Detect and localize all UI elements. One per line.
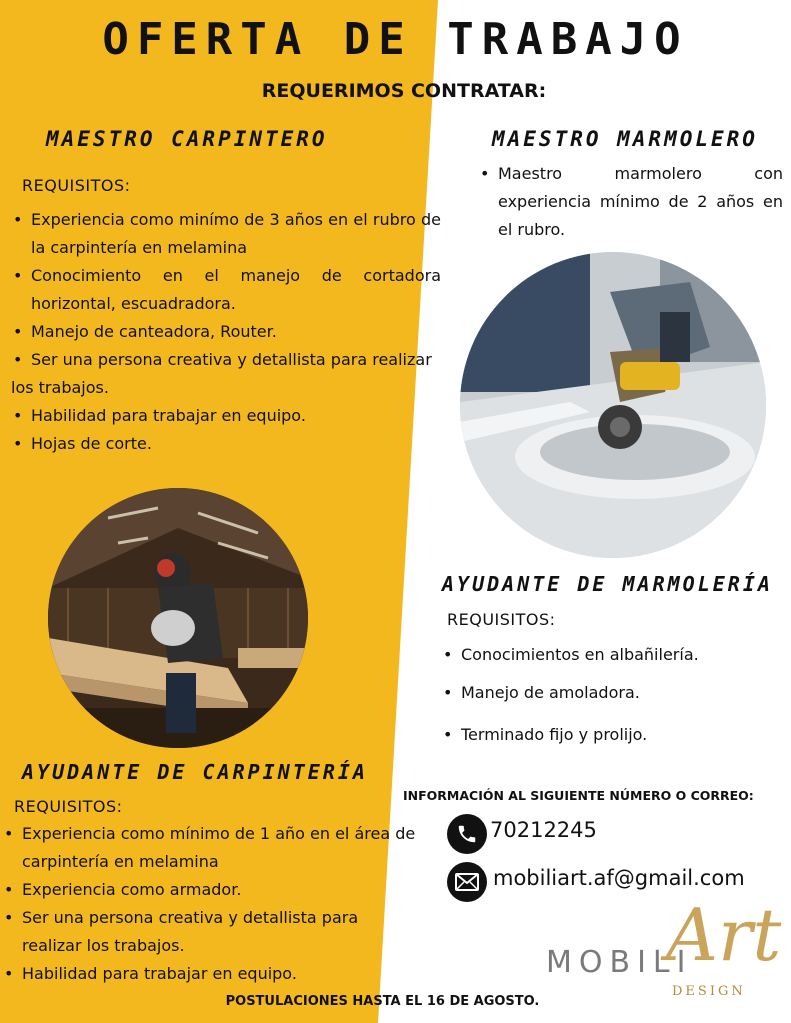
job-title-maestro-marmolero: MAESTRO MARMOLERO [492, 127, 758, 151]
page-subtitle: REQUERIMOS CONTRATAR: [261, 80, 547, 102]
logo-mobili-text: MOBILI [546, 945, 693, 980]
requirements-list-ayudante-carpinteria [2, 820, 422, 988]
requirements-list-marmolero [478, 160, 783, 244]
list-item: • Habilidad para trabajar en equipo. [11, 402, 441, 430]
job-title-maestro-carpintero: MAESTRO CARPINTERO [46, 127, 328, 151]
list-item: • Ser una persona creativa y detallista para realizar los trabajos. [11, 346, 441, 402]
list-item: • Maestro marmolero con experiencia mínimo de 2 años en el rubro. [478, 160, 783, 244]
contact-heading: INFORMACIÓN AL SIGUIENTE NÚMERO O CORREO: [403, 788, 754, 803]
list-item: • Hojas de corte. [11, 430, 441, 458]
list-item: • Manejo de canteadora, Router. [11, 318, 441, 346]
requirements-list-marmoleria [441, 636, 781, 754]
requirements-label-marmoleria: REQUISITOS: [447, 610, 556, 629]
envelope-icon [447, 862, 487, 902]
requirements-list-carpintero [11, 206, 441, 458]
list-item: • Experiencia como armador. [2, 876, 422, 904]
phone-icon [447, 814, 487, 854]
marble-photo [460, 252, 766, 558]
list-item-continuation: los trabajos. [11, 378, 109, 397]
job-title-ayudante-carpinteria: AYUDANTE DE CARPINTERÍA [22, 760, 368, 784]
requirements-label-carpintero: REQUISITOS: [22, 176, 131, 195]
phone-number-link[interactable]: 70212245 [490, 818, 597, 842]
list-item: • Ser una persona creativa y detallista para realizar los trabajos. [2, 904, 392, 960]
email-link[interactable]: mobiliart.af@gmail.com [493, 866, 745, 890]
logo-art-script: Art [666, 893, 782, 977]
deadline-footer: POSTULACIONES HASTA EL 16 DE AGOSTO. [225, 994, 540, 1009]
page-title: OFERTA DE TRABAJO [102, 14, 689, 65]
list-item: • Manejo de amoladora. [441, 674, 781, 712]
list-item: • Conocimientos en albañilería. [441, 636, 781, 674]
list-item: • Experiencia como mínimo de 1 año en el área de carpintería en melamina [2, 820, 422, 876]
carpentry-photo [48, 488, 308, 748]
list-item: • Terminado fijo y prolijo. [441, 716, 781, 754]
list-item: • Conocimiento en el manejo de cortadora horizontal, escuadradora. [11, 262, 441, 318]
logo-design-text: DESIGN [672, 984, 746, 999]
list-item: • Habilidad para trabajar en equipo. [2, 960, 422, 988]
list-item: • Experiencia como minímo de 3 años en el rubro de la carpintería en melamina [11, 206, 441, 262]
job-title-ayudante-marmoleria: AYUDANTE DE MARMOLERÍA [442, 572, 773, 596]
requirements-label-ayudante-carpinteria: REQUISITOS: [14, 797, 123, 816]
